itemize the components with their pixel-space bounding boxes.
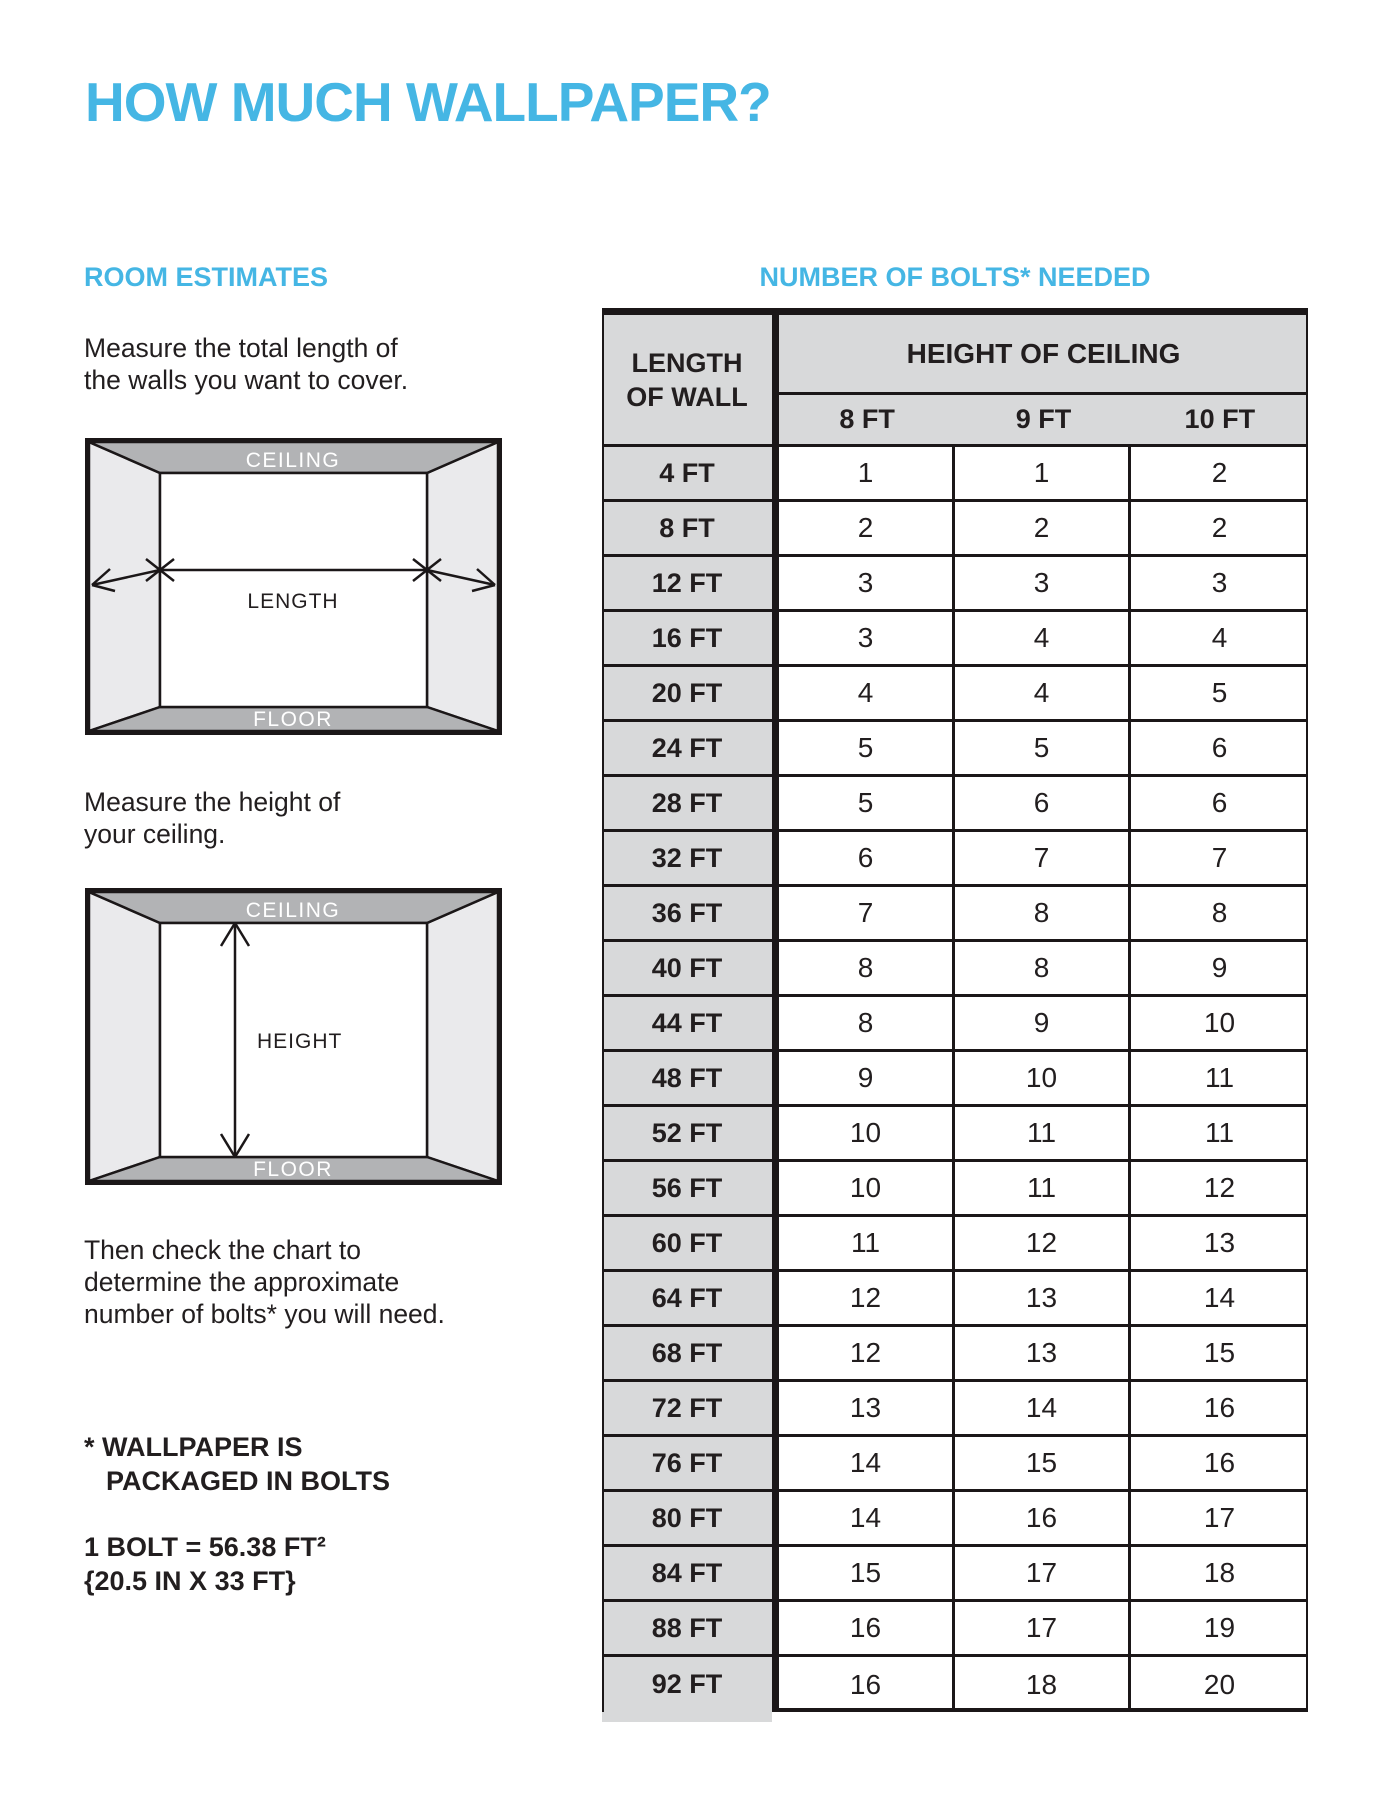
table-row <box>602 1657 1308 1712</box>
row-label: 52 FT <box>602 1107 772 1159</box>
cell: 2 <box>1131 502 1308 554</box>
bolts-needed-heading: NUMBER OF BOLTS* NEEDED <box>759 262 1151 292</box>
step2-line2: your ceiling. <box>84 819 226 849</box>
table-row <box>602 1437 1308 1492</box>
column-header: 10 FT <box>1184 404 1256 434</box>
row-label: 44 FT <box>602 997 772 1049</box>
cell: 9 <box>955 997 1131 1049</box>
table-row <box>602 722 1308 777</box>
row-label: 20 FT <box>602 667 772 719</box>
table-row <box>602 1547 1308 1602</box>
row-label: 40 FT <box>602 942 772 994</box>
cell: 13 <box>779 1382 955 1434</box>
cell: 14 <box>779 1437 955 1489</box>
row-cells <box>779 557 1308 609</box>
cell: 8 <box>955 887 1131 939</box>
cell: 5 <box>1131 667 1308 719</box>
page-title: HOW MUCH WALLPAPER? <box>85 71 771 133</box>
cell: 15 <box>955 1437 1131 1489</box>
bolt-spec-line2: {20.5 IN X 33 FT} <box>84 1566 296 1596</box>
cell: 17 <box>1131 1492 1308 1544</box>
footnote-line2: PACKAGED IN BOLTS <box>106 1466 391 1496</box>
row-cells <box>779 1437 1308 1489</box>
row-label: 84 FT <box>602 1547 772 1599</box>
cell: 11 <box>779 1217 955 1269</box>
cell: 6 <box>1131 777 1308 829</box>
cell: 3 <box>955 557 1131 609</box>
row-label: 32 FT <box>602 832 772 884</box>
cell: 16 <box>1131 1437 1308 1489</box>
table-bottom-border <box>772 1708 1308 1712</box>
step3-line2: determine the approximate <box>84 1267 400 1297</box>
step3-line1: Then check the chart to <box>84 1235 361 1265</box>
cell: 11 <box>1131 1052 1308 1104</box>
cell: 17 <box>955 1547 1131 1599</box>
cell: 5 <box>779 777 955 829</box>
cell: 11 <box>1131 1107 1308 1159</box>
footnote-line1: * WALLPAPER IS <box>84 1432 303 1462</box>
cell: 12 <box>1131 1162 1308 1214</box>
table-row <box>602 1217 1308 1272</box>
row-cells <box>779 1492 1308 1544</box>
cell: 13 <box>955 1327 1131 1379</box>
column-group-header: HEIGHT OF CEILING <box>906 337 1181 369</box>
cell: 13 <box>1131 1217 1308 1269</box>
row-label: 12 FT <box>602 557 772 609</box>
row-label: 16 FT <box>602 612 772 664</box>
cell: 4 <box>779 667 955 719</box>
table-row <box>602 1382 1308 1437</box>
cell: 8 <box>955 942 1131 994</box>
table-row <box>602 667 1308 722</box>
table-row <box>602 1492 1308 1547</box>
row-label: 8 FT <box>602 502 772 554</box>
right-wall <box>427 892 498 1181</box>
table-row <box>602 1162 1308 1217</box>
cell: 6 <box>779 832 955 884</box>
row-cells <box>779 1107 1308 1159</box>
cell: 5 <box>955 722 1131 774</box>
bolt-spec <box>84 1530 326 1598</box>
length-label: LENGTH <box>247 590 339 613</box>
cell: 16 <box>779 1657 955 1712</box>
cell: 4 <box>1131 612 1308 664</box>
table-left-border <box>602 315 604 1712</box>
cell: 1 <box>955 447 1131 499</box>
bolt-spec-line1: 1 BOLT = 56.38 FT² <box>84 1532 326 1562</box>
cell: 8 <box>779 942 955 994</box>
cell: 7 <box>955 832 1131 884</box>
cell: 20 <box>1131 1657 1308 1712</box>
row-label: 76 FT <box>602 1437 772 1489</box>
cell: 12 <box>779 1272 955 1324</box>
cell: 6 <box>955 777 1131 829</box>
row-label: 28 FT <box>602 777 772 829</box>
step2-line1: Measure the height of <box>84 787 341 817</box>
cell: 11 <box>955 1162 1131 1214</box>
row-cells <box>779 1547 1308 1599</box>
row-label: 24 FT <box>602 722 772 774</box>
cell: 9 <box>779 1052 955 1104</box>
row-cells <box>779 997 1308 1049</box>
ceiling-label: CEILING <box>245 449 341 472</box>
row-cells <box>779 1327 1308 1379</box>
cell: 19 <box>1131 1602 1308 1654</box>
table-row <box>602 997 1308 1052</box>
height-label: HEIGHT <box>257 1030 343 1053</box>
step3-text <box>84 1234 445 1330</box>
row-cells <box>779 1272 1308 1324</box>
cell: 18 <box>1131 1547 1308 1599</box>
table-row <box>602 1107 1308 1162</box>
table-row <box>602 557 1308 612</box>
cell: 1 <box>779 447 955 499</box>
row-label: 80 FT <box>602 1492 772 1544</box>
table-row <box>602 612 1308 667</box>
cell: 18 <box>955 1657 1131 1712</box>
table-row <box>602 502 1308 557</box>
cell: 16 <box>955 1492 1131 1544</box>
row-label: 72 FT <box>602 1382 772 1434</box>
cell: 7 <box>779 887 955 939</box>
cell: 16 <box>779 1602 955 1654</box>
left-wall <box>89 892 160 1181</box>
cell: 14 <box>779 1492 955 1544</box>
table-row <box>602 832 1308 887</box>
cell: 2 <box>955 502 1131 554</box>
cell: 10 <box>955 1052 1131 1104</box>
table-row <box>602 1052 1308 1107</box>
room-estimates-heading: ROOM ESTIMATES <box>84 262 329 292</box>
table-top-border <box>602 308 1308 315</box>
cell: 3 <box>779 612 955 664</box>
table-row <box>602 777 1308 832</box>
row-cells <box>779 1657 1308 1712</box>
room-height-diagram <box>85 888 502 1185</box>
ceiling-label: CEILING <box>245 899 341 922</box>
step3-line3: number of bolts* you will need. <box>84 1299 445 1329</box>
cell: 13 <box>955 1272 1131 1324</box>
cell: 2 <box>779 502 955 554</box>
row-cells <box>779 667 1308 719</box>
cell: 10 <box>1131 997 1308 1049</box>
row-label: 88 FT <box>602 1602 772 1654</box>
table-row <box>602 1327 1308 1382</box>
row-label: 48 FT <box>602 1052 772 1104</box>
cell: 16 <box>1131 1382 1308 1434</box>
cell: 12 <box>955 1217 1131 1269</box>
row-label: 56 FT <box>602 1162 772 1214</box>
floor-label: FLOOR <box>253 708 333 731</box>
table-row <box>602 887 1308 942</box>
cell: 7 <box>1131 832 1308 884</box>
step1-line1: Measure the total length of <box>84 333 398 363</box>
cell: 17 <box>955 1602 1131 1654</box>
table-right-border <box>1306 315 1308 1712</box>
column-header: 9 FT <box>1015 404 1072 434</box>
row-label: 36 FT <box>602 887 772 939</box>
row-cells <box>779 447 1308 499</box>
row-cells <box>779 502 1308 554</box>
row-label: 60 FT <box>602 1217 772 1269</box>
cell: 14 <box>1131 1272 1308 1324</box>
table-row <box>602 1602 1308 1657</box>
cell: 15 <box>779 1547 955 1599</box>
cell: 15 <box>1131 1327 1308 1379</box>
table-row <box>602 447 1308 502</box>
row-cells <box>779 832 1308 884</box>
floor-label: FLOOR <box>253 1158 333 1181</box>
bolts-footnote <box>84 1430 390 1498</box>
row-group-header-text: LENGTH OF WALL <box>626 347 748 412</box>
step1-line2: the walls you want to cover. <box>84 365 409 395</box>
step2-text <box>84 786 340 850</box>
table-body <box>602 447 1308 1712</box>
row-cells <box>779 612 1308 664</box>
cell: 4 <box>955 667 1131 719</box>
row-label: 64 FT <box>602 1272 772 1324</box>
row-label: 92 FT <box>602 1657 772 1712</box>
cell: 8 <box>1131 887 1308 939</box>
cell: 12 <box>779 1327 955 1379</box>
column-header: 8 FT <box>839 404 895 434</box>
cell: 6 <box>1131 722 1308 774</box>
cell: 3 <box>779 557 955 609</box>
row-label: 4 FT <box>602 447 772 499</box>
row-cells <box>779 722 1308 774</box>
row-cells <box>779 1217 1308 1269</box>
row-cells <box>779 942 1308 994</box>
row-cells <box>779 1052 1308 1104</box>
cell: 10 <box>779 1107 955 1159</box>
cell: 4 <box>955 612 1131 664</box>
row-cells <box>779 1162 1308 1214</box>
row-cells <box>779 1602 1308 1654</box>
row-label: 68 FT <box>602 1327 772 1379</box>
table-row <box>602 1272 1308 1327</box>
cell: 11 <box>955 1107 1131 1159</box>
step1-text <box>84 332 408 396</box>
row-cells <box>779 777 1308 829</box>
bolts-table <box>602 308 1308 1732</box>
cell: 3 <box>1131 557 1308 609</box>
cell: 5 <box>779 722 955 774</box>
label-column-divider <box>772 315 779 1712</box>
ceiling-subheader-row <box>779 395 1308 444</box>
cell: 10 <box>779 1162 955 1214</box>
table-row <box>602 942 1308 997</box>
cell: 2 <box>1131 447 1308 499</box>
cell: 9 <box>1131 942 1308 994</box>
cell: 8 <box>779 997 955 1049</box>
cell: 14 <box>955 1382 1131 1434</box>
row-group-header <box>602 315 772 444</box>
room-length-diagram <box>85 438 502 735</box>
row-cells <box>779 887 1308 939</box>
row-cells <box>779 1382 1308 1434</box>
